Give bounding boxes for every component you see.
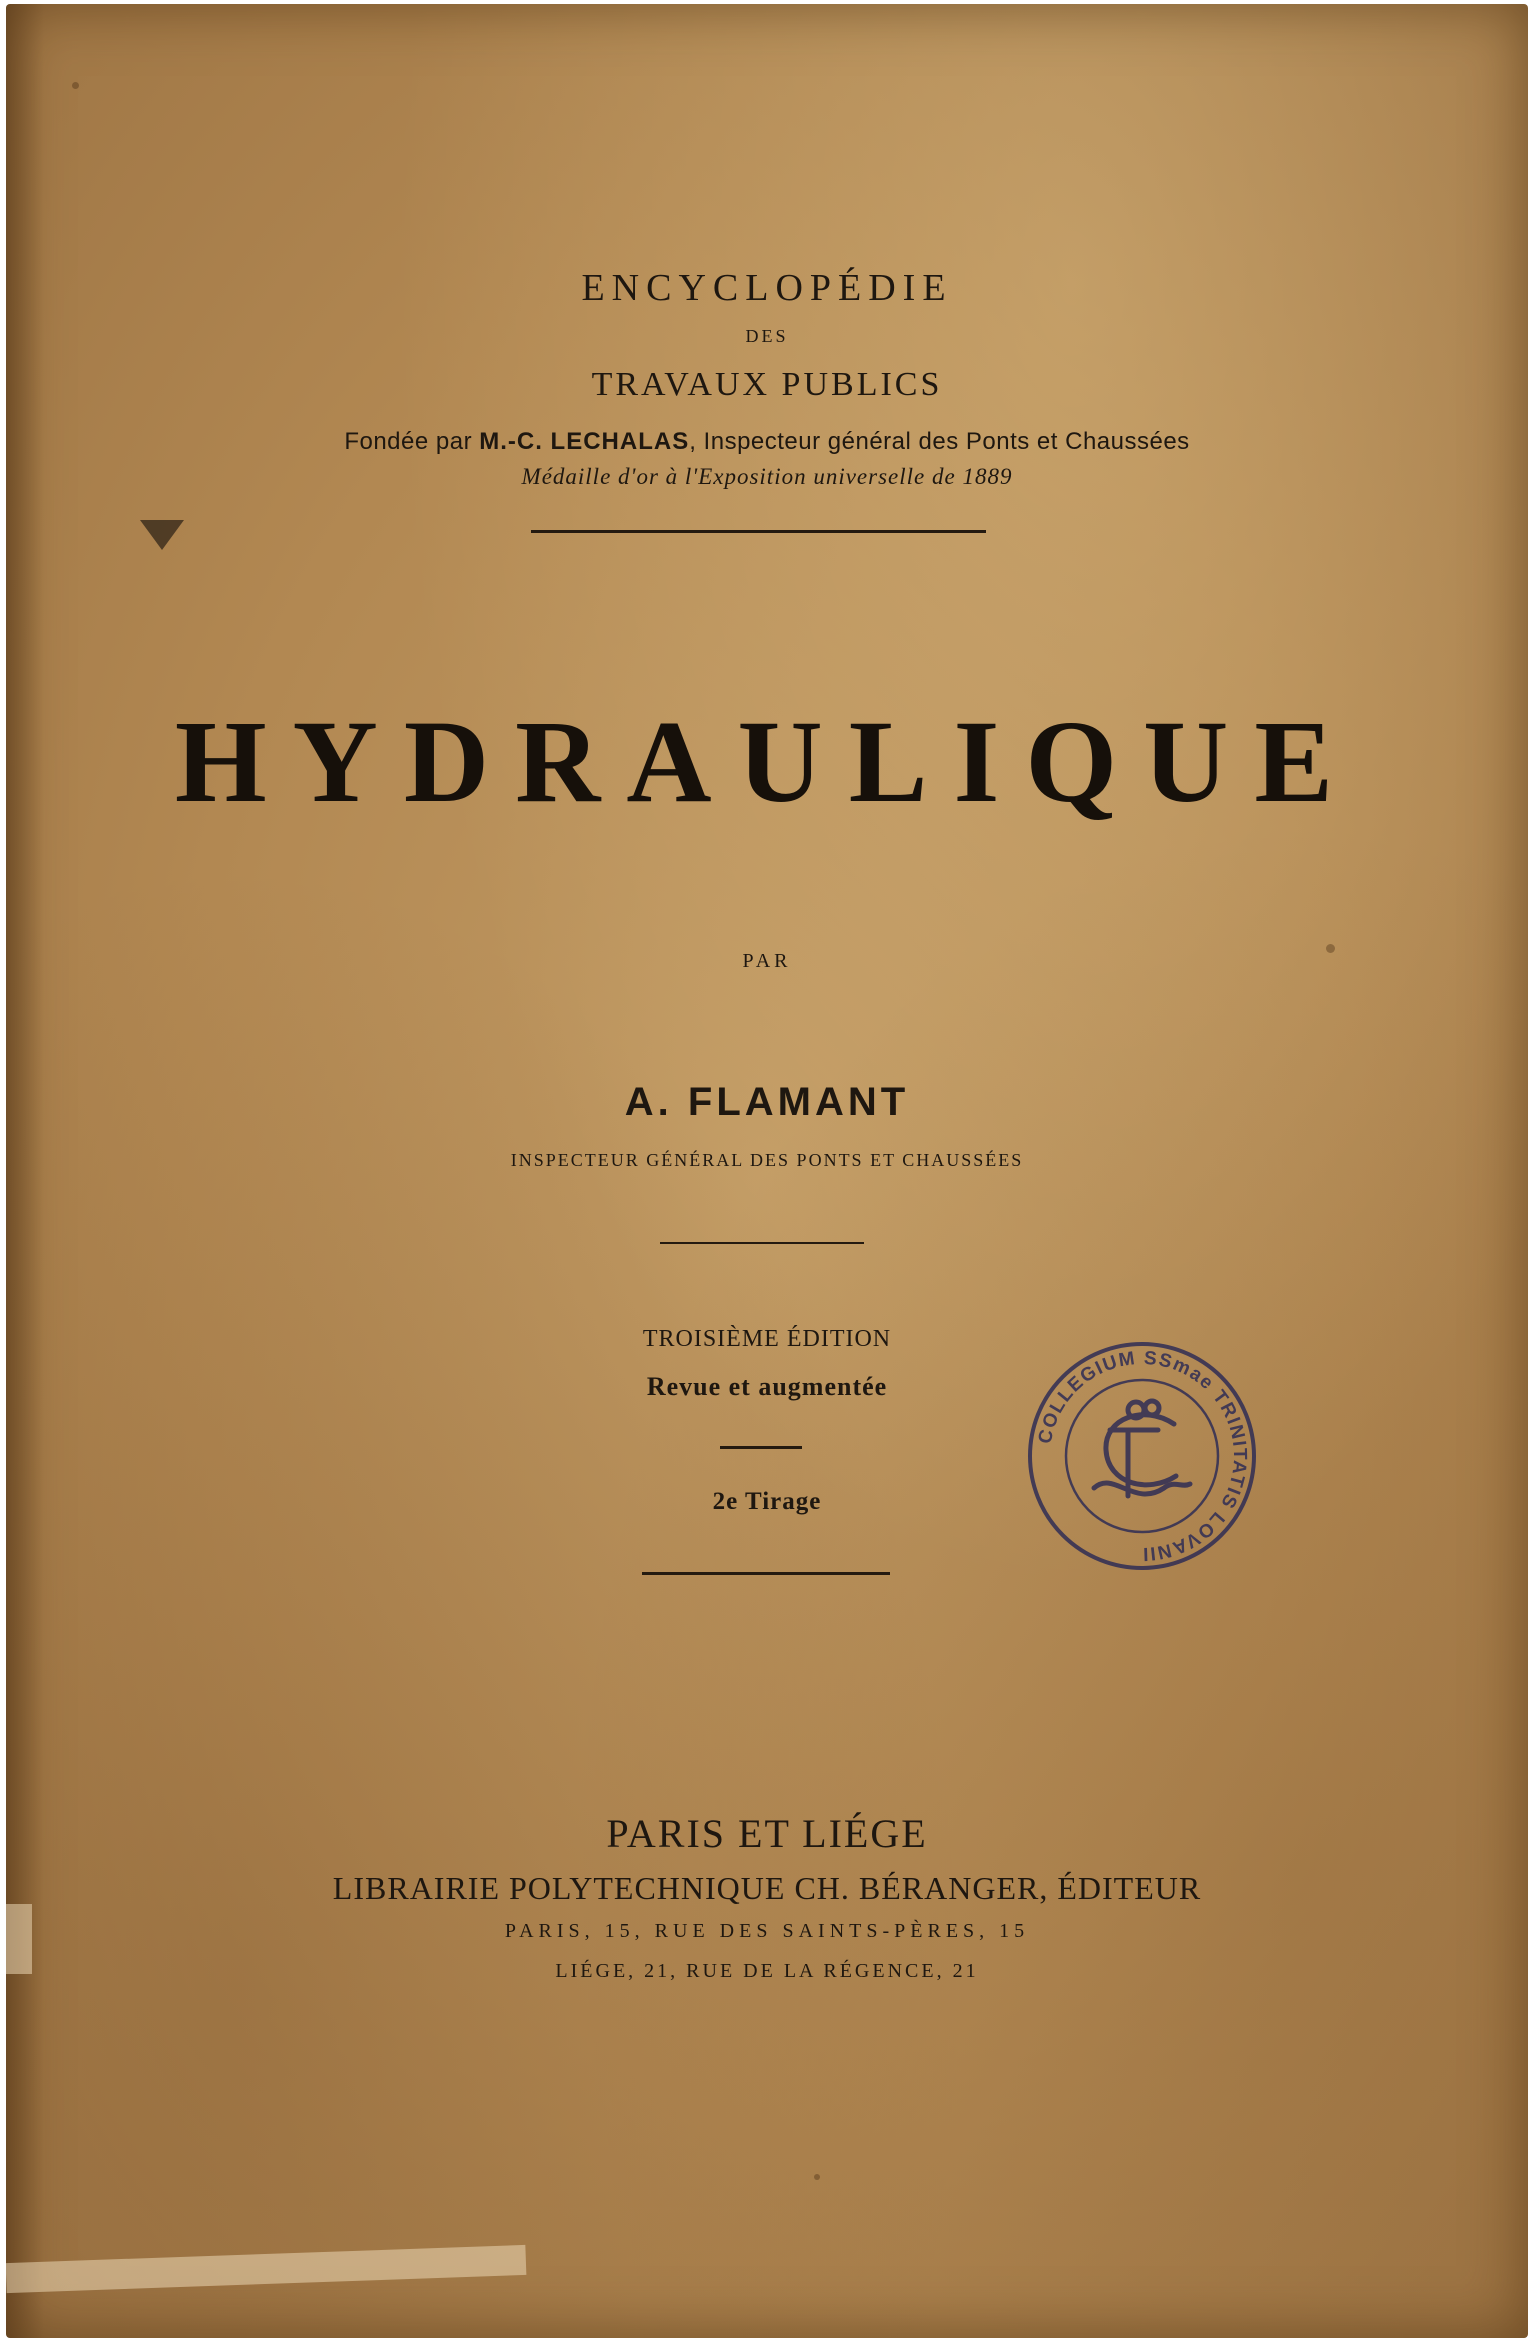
library-stamp — [1024, 1338, 1260, 1574]
par-label: PAR — [742, 950, 792, 972]
book-cover — [6, 4, 1528, 2338]
series-des: DES — [745, 326, 789, 346]
spine-shadow — [6, 4, 44, 2338]
worn-edge — [6, 2245, 526, 2293]
publisher-name: LIBRAIRIE POLYTECHNIQUE CH. BÉRANGER, ÉDITEUR — [332, 1870, 1202, 1906]
founder-name: M.-C. LECHALAS — [479, 428, 690, 455]
founder-line — [6, 428, 1528, 456]
ink-mark — [140, 520, 184, 550]
stain-spot — [814, 2174, 820, 2180]
founder-prefix: Fondée par — [344, 428, 480, 455]
edition-note: Revue et augmentée — [646, 1372, 888, 1401]
edition-line: TROISIÈME ÉDITION — [642, 1326, 892, 1352]
founder-suffix: , Inspecteur général des Ponts et Chaussées — [689, 428, 1190, 455]
stain-spot — [72, 82, 79, 89]
series-subtitle: TRAVAUX PUBLICS — [591, 366, 943, 403]
publisher-address-liege: LIÉGE, 21, RUE DE LA RÉGENCE, 21 — [555, 1960, 979, 1982]
printing-line: 2e Tirage — [712, 1488, 822, 1515]
author-name: A. FLAMANT — [624, 1080, 910, 1124]
divider-rule — [531, 530, 986, 533]
publisher-address-paris: PARIS, 15, RUE DES SAINTS-PÈRES, 15 — [504, 1920, 1030, 1942]
divider-rule — [720, 1446, 802, 1449]
book-title: HYDRAULIQUE — [174, 696, 1360, 827]
author-role: INSPECTEUR GÉNÉRAL DES PONTS ET CHAUSSÉES — [510, 1150, 1024, 1170]
divider-rule — [642, 1572, 890, 1575]
publisher-city: PARIS ET LIÉGE — [606, 1811, 928, 1856]
divider-rule — [660, 1242, 864, 1244]
stamp-monogram-icon — [1094, 1401, 1190, 1496]
stamp-outer-ring — [1030, 1344, 1254, 1568]
series-title: ENCYCLOPÉDIE — [581, 267, 953, 309]
medal-line: Médaille d'or à l'Exposition universelle de 1889 — [521, 464, 1013, 489]
stamp-text: COLLEGIUM SSmae TRINITATIS LOVANII — [1034, 1347, 1251, 1565]
